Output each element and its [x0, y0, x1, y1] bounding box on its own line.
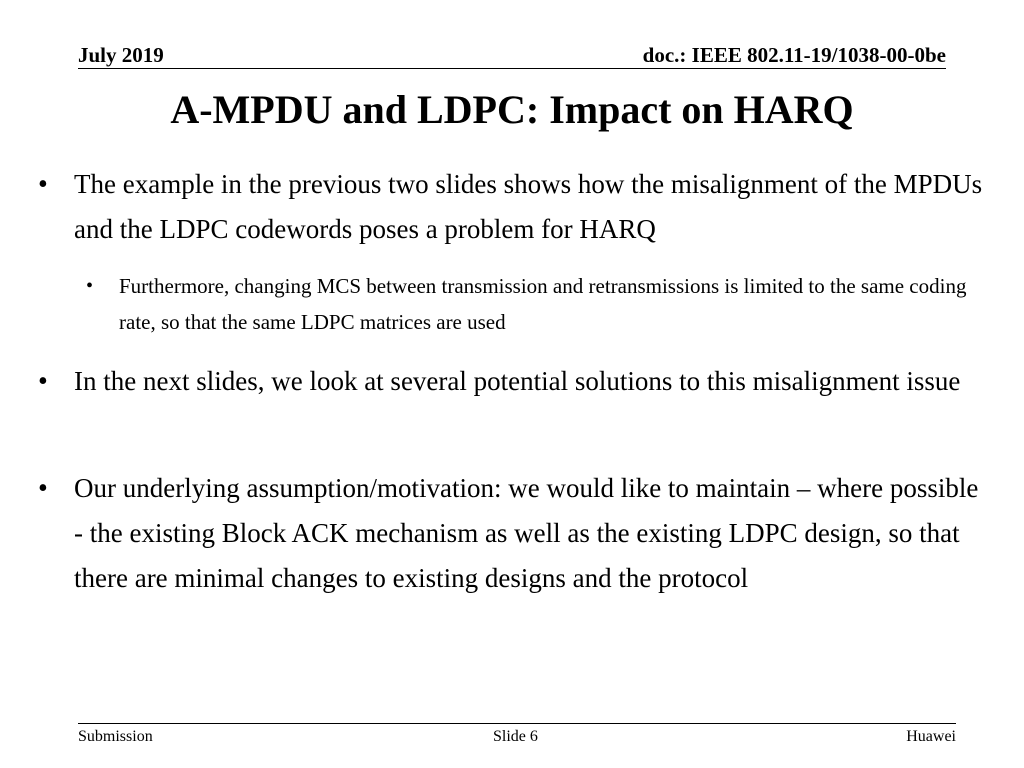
sub-bullet-marker: • [86, 275, 94, 297]
header-divider [78, 68, 946, 69]
footer-company: Huawei [906, 728, 956, 745]
bullet-marker: • [38, 473, 48, 504]
bullet-marker: • [38, 169, 48, 200]
slide-title: A-MPDU and LDPC: Impact on HARQ [170, 87, 854, 132]
header-doc-id: doc.: IEEE 802.11-19/1038-00-0be [642, 43, 946, 67]
bullet-text: In the next slides, we look at several potential solutions to this misalignment issue [74, 366, 961, 396]
footer-divider [78, 723, 956, 724]
footer-submission: Submission [78, 728, 153, 745]
bullet-text: The example in the previous two slides shows how the misalignment of the MPDUs and the LDPC codewords poses a problem for HARQ [74, 169, 983, 244]
bullet-text: Our underlying assumption/motivation: we would like to maintain – where possible - the existing Block ACK mechanism as well as the existing LDPC design, so that there are minimal changes to existing designs and the protocol [74, 473, 979, 593]
sub-bullet-text: Furthermore, changing MCS between transmission and retransmissions is limited to the same coding rate, so that the same LDPC matrices are used [119, 274, 967, 334]
header-date: July 2019 [78, 43, 164, 67]
bullet-marker: • [38, 366, 48, 397]
footer-slide-number: Slide 6 [493, 728, 538, 745]
